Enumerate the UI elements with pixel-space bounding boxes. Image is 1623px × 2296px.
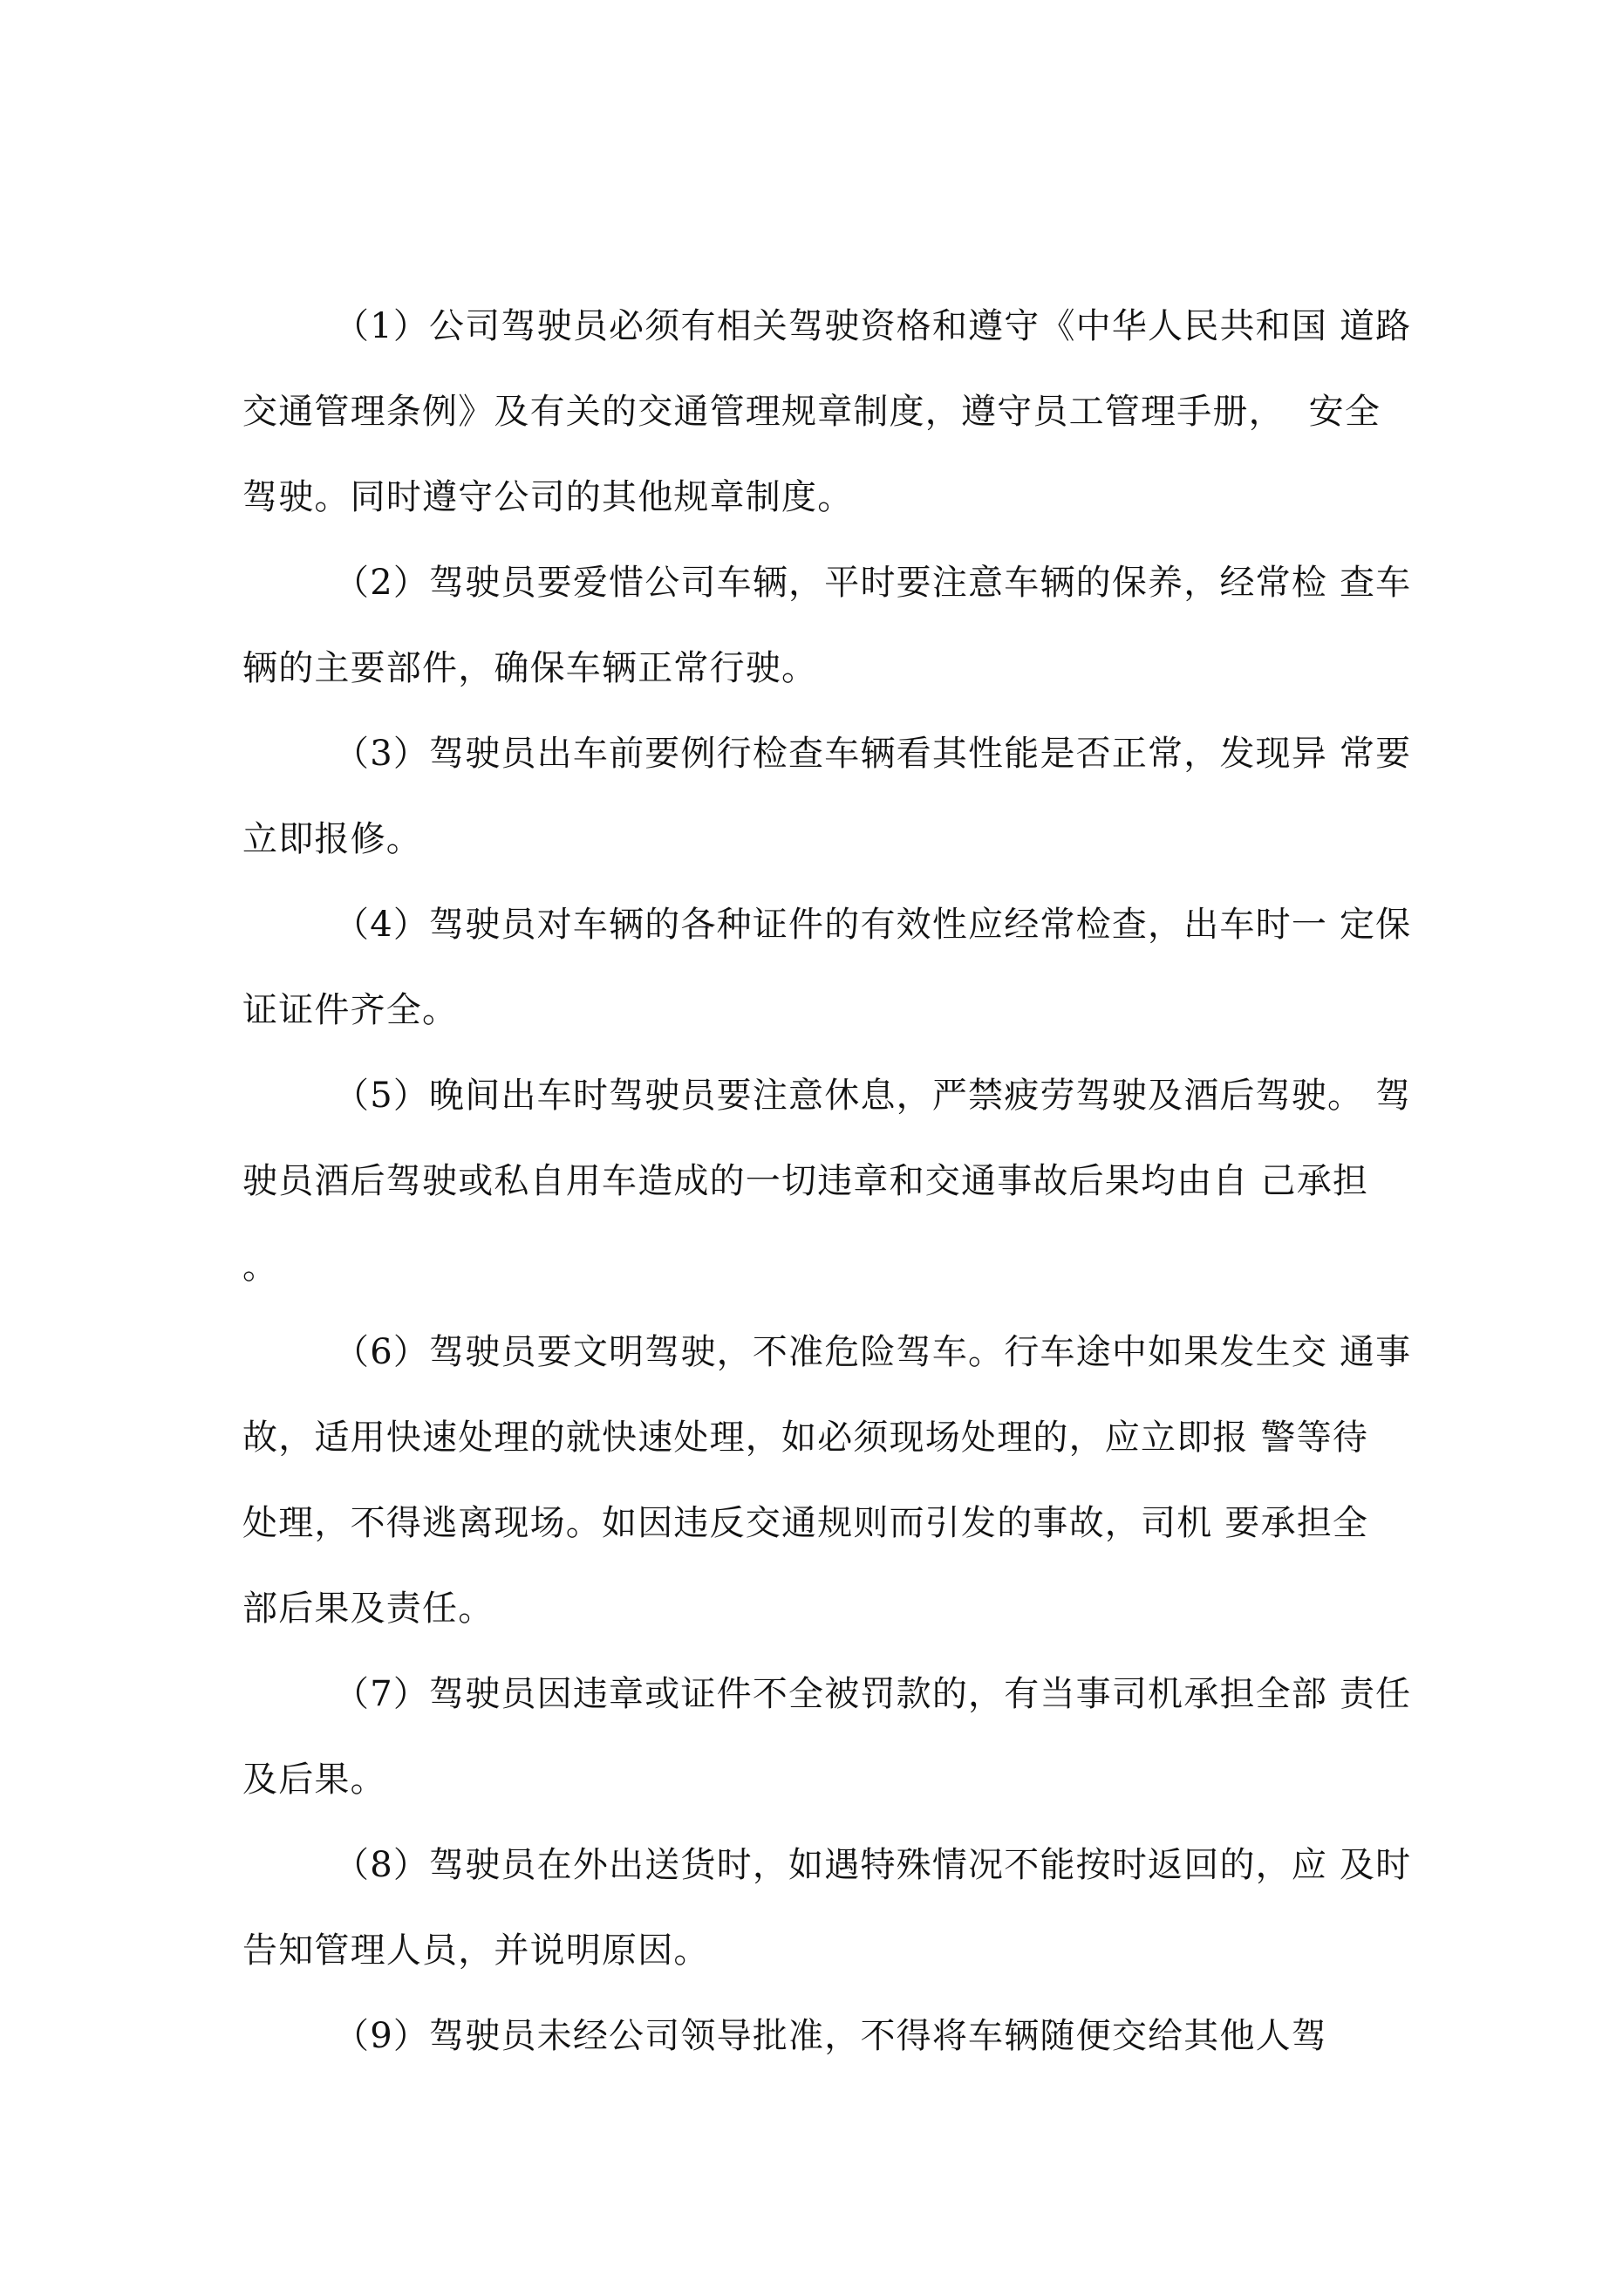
paragraph-line: 故，适用快速处理的就快速处理，如必须现场处理的，应立即报 警等待	[242, 1418, 1369, 1458]
paragraph-line: （7）驾驶员因违章或证件不全被罚款的，有当事司机承担全部 责任	[334, 1674, 1412, 1714]
paragraph-line: 辆的主要部件，确保车辆正常行驶。	[242, 648, 818, 688]
paragraph-line: 及后果。	[242, 1760, 386, 1800]
paragraph-5	[242, 1053, 1412, 1309]
paragraph-7	[242, 1651, 1412, 1822]
paragraph-line: 交通管理条例》及有关的交通管理规章制度，遵守员工管理手册， 安全	[242, 392, 1381, 432]
paragraph-line: （8）驾驶员在外出送货时，如遇特殊情况不能按时返回的，应 及时	[334, 1845, 1412, 1885]
paragraph-6	[242, 1309, 1412, 1651]
paragraph-line: （6）驾驶员要文明驾驶，不准危险驾车。行车途中如果发生交 通事	[334, 1332, 1412, 1372]
paragraph-line: 立即报修。	[242, 819, 422, 859]
paragraph-line: 部后果及责任。	[242, 1589, 494, 1629]
paragraph-4	[242, 882, 1412, 1053]
paragraph-3	[242, 711, 1412, 882]
paragraph-2	[242, 540, 1412, 711]
paragraph-9	[242, 1993, 1409, 2079]
paragraph-line: 。	[242, 1247, 279, 1287]
paragraph-line: （5）晚间出车时驾驶员要注意休息，严禁疲劳驾驶及酒后驾驶。 驾	[334, 1076, 1412, 1116]
paragraph-line: （3）驾驶员出车前要例行检查车辆看其性能是否正常，发现异 常要	[334, 734, 1412, 774]
paragraph-line: 告知管理人员，并说明原因。	[242, 1930, 710, 1971]
paragraph-line: 驾驶。同时遵守公司的其他规章制度。	[242, 477, 854, 517]
paragraph-line: （4）驾驶员对车辆的各种证件的有效性应经常检查，出车时一 定保	[334, 905, 1412, 945]
paragraph-line: 证证件齐全。	[242, 990, 459, 1030]
document-body	[242, 284, 1412, 2079]
paragraph-8	[242, 1822, 1412, 1993]
paragraph-1	[242, 284, 1412, 540]
paragraph-line: 驶员酒后驾驶或私自用车造成的一切违章和交通事故后果均由自 己承担	[242, 1161, 1369, 1201]
paragraph-line: （2）驾驶员要爱惜公司车辆，平时要注意车辆的保养，经常检 查车	[334, 563, 1412, 603]
paragraph-line: （9）驾驶员未经公司领导批准，不得将车辆随便交给其他人驾	[334, 2016, 1328, 2056]
paragraph-line: （1）公司驾驶员必须有相关驾驶资格和遵守《中华人民共和国 道路	[334, 306, 1412, 346]
paragraph-line: 处理，不得逃离现场。如因违反交通规则而引发的事故，司机 要承担全	[242, 1503, 1369, 1543]
